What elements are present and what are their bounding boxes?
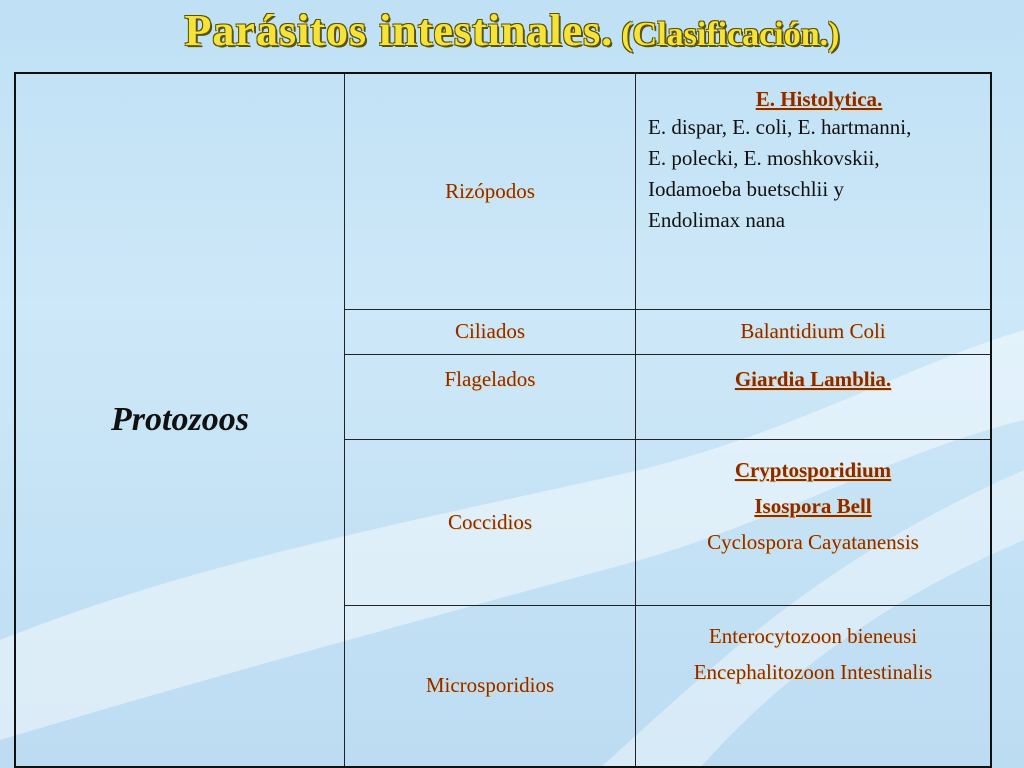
species-cell [636, 309, 992, 354]
species-text: E. dispar, E. coli, E. hartmanni, [648, 115, 912, 139]
species-link[interactable]: Isospora Bell [754, 493, 872, 518]
species-text: Endolimax nana [648, 208, 786, 232]
category-cell [345, 309, 636, 354]
category-label: Coccidios [448, 509, 532, 534]
group-label: Protozoos [111, 401, 249, 438]
title-subtitle: (Clasificación.) [621, 16, 840, 53]
species-text: Balantidium Coli [740, 319, 886, 343]
category-cell [345, 605, 636, 767]
group-cell [15, 73, 345, 767]
category-cell [345, 439, 636, 605]
table-row [15, 73, 991, 309]
slide-title [0, 0, 1024, 68]
title-main: Parásitos intestinales. [184, 6, 614, 55]
category-label: Ciliados [454, 319, 525, 343]
species-link[interactable]: Giardia Lamblia. [734, 366, 892, 391]
species-text: Iodamoeba buetschlii y [648, 177, 844, 201]
species-link[interactable]: Cryptosporidium [734, 457, 892, 482]
species-cell [636, 73, 992, 309]
classification-table [14, 72, 992, 768]
species-cell [636, 439, 992, 605]
species-link[interactable]: E. Histolytica. [755, 87, 883, 111]
species-text: Encephalitozoon Intestinalis [693, 659, 933, 684]
species-text: Enterocytozoon bieneusi [708, 623, 918, 648]
species-text: Cyclospora Cayatanensis [707, 529, 919, 554]
category-label: Flagelados [444, 366, 536, 391]
category-label: Microsporidios [425, 673, 555, 698]
species-text: E. polecki, E. moshkovskii, [648, 146, 880, 170]
species-cell [636, 605, 992, 767]
category-label: Rizópodos [445, 178, 535, 203]
species-cell [636, 354, 992, 439]
category-cell [345, 73, 636, 309]
category-cell [345, 354, 636, 439]
